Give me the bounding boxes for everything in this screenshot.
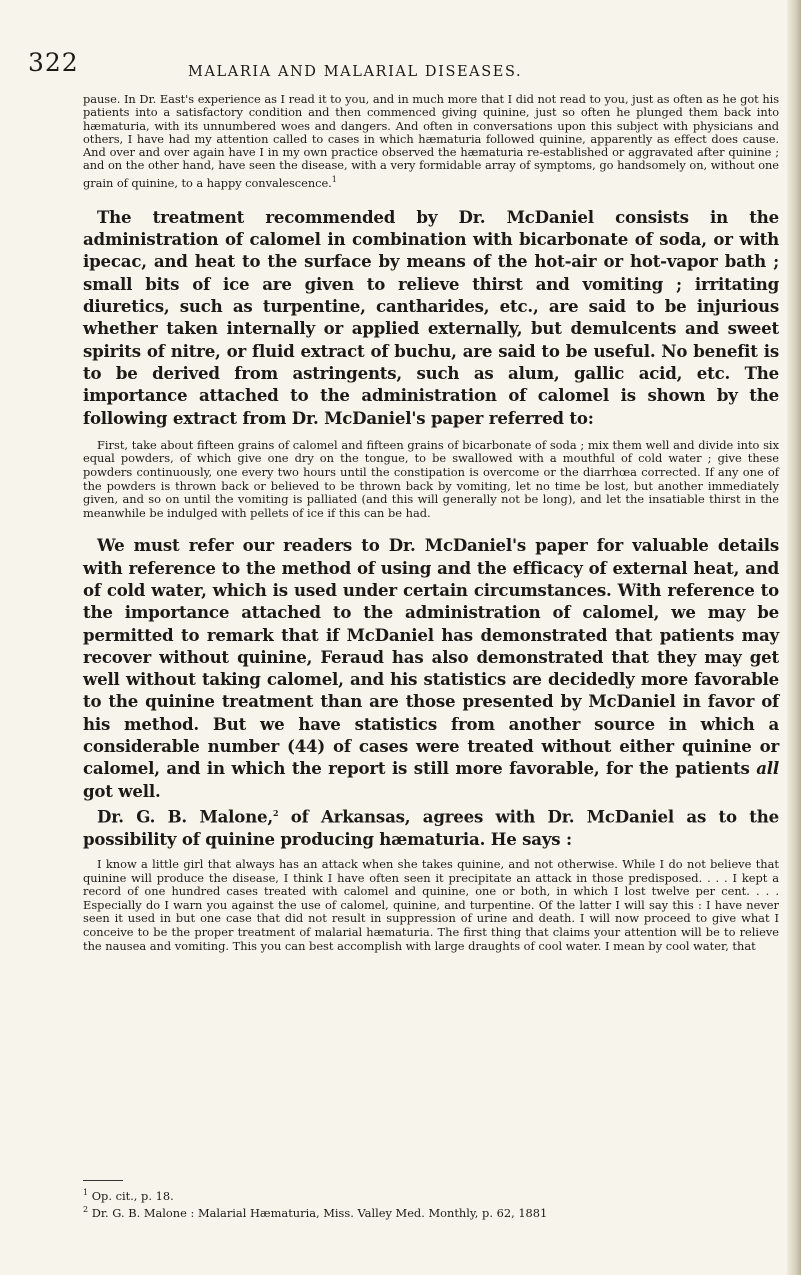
page-number: 322 bbox=[28, 48, 79, 77]
paragraph-1 bbox=[83, 93, 779, 190]
page-binding-edge bbox=[787, 0, 801, 1275]
paragraph-2: The treatment recommended by Dr. McDaniel consists in the administration of calomel in combination with bicarbonate of soda, or with ipecac, and heat to the surface by means of the hot-air or hot-vapor bath ; small bits of ice are given to relieve thirst and vomiting ; irritating diuretics, such as turpentine, cantharides, etc., are said to be injurious whether taken internally or applied externally, but demulcents and sweet spirits of nitre, or fluid extract of buchu, are said to be useful. No benefit is to be derived from astringents, such as alum, gallic acid, etc. The importance attached to the administration of calomel is shown by the following extract from Dr. McDaniel's paper referred to: bbox=[83, 206, 779, 428]
footnotes bbox=[83, 1186, 779, 1221]
body-column bbox=[83, 93, 779, 953]
paragraph-4-end: of Arkansas, agrees with Dr. McDaniel as to the possibility of quinine producing hæmaturia. He says : bbox=[83, 806, 779, 849]
page-header bbox=[28, 48, 588, 84]
footnote-mark-2: 2 bbox=[83, 1205, 89, 1215]
footnote-ref-2: 2 bbox=[272, 807, 279, 818]
extract-quote: First, take about fifteen grains of calomel and fifteen grains of bicarbonate of soda ; mix them well and divide into six equal powders, of which give one dry on the tongue, to be swallowed with a mouthful of cold water ; give these powders continuously, one every two hours until the constipation is overcome or the diarrhœa corrected. If any one of the powders is thrown back or believed to be thrown back by vomiting, let no time be lost, but another immediately given, and so on until the vomiting is palliated (and this will generally not be long), and let the insatiable thirst in the meanwhile be indulged with pellets of ice if this can be had. bbox=[83, 437, 779, 520]
paragraph-4-text: Dr. G. B. Malone, bbox=[97, 806, 273, 827]
paragraph-3-text: We must refer our readers to Dr. McDaniel's paper for valuable details with reference to the method of using and the efficacy of external heat, and of cold water, which is used under certain circumstances. With reference to the importance attached to the administration of calomel, we may be permitted to remark that if McDaniel has demonstrated that patients may recover without quinine, Feraud has also demonstrated that they may get well without taking calomel, and his statistics are decidedly more favorable to the quinine treatment than are those presented by McDaniel in favor of his method. But we have statistics from another source in which a considerable number (44) of cases were treated without either quinine or calomel, and in which the report is still more favorable, for the patients bbox=[83, 535, 779, 779]
malone-quote: I know a little girl that always has an attack when she takes quinine, and not otherwise. While I do not believe that quinine will produce the disease, I think I have often seen it precipitate an attack in those predisposed. . . . I kept a record of one hundred cases treated with calomel and quinine, one or both, in which I lost twelve per cent. . . . Especially do I warn you against the use of calomel, quinine, and turpentine. Of the latter I will say this : I have never seen it used in but one case that did not result in suppression of urine and death. I will now proceed to give what I conceive to be the proper treatment of malarial hæmaturia. The first thing that claims your attention will be to relieve the nausea and vomiting. This you can best accomplish with large draughts of cool water. I mean by cool water, that bbox=[83, 857, 779, 953]
paragraph-1-text: pause. In Dr. East's experience as I read it to you, and in much more that I did not read to you, just as often as he got his patients into a satisfactory condition and then commenced giving quinine, just so often he plunged them back into hæmaturia, with its unnumbered woes and dangers. And often in conversations upon this subject with physicians and others, I have had my attention called to cases in which hæmaturia followed quinine, apparently as effect does cause. And over and over again have I in my own practice observed the hæmaturia re-established or aggravated after quinine ; and on the other hand, have seen the disease, with a very formidable array of symptoms, go handsomely on, without one grain of quinine, to a happy convalescence. bbox=[83, 92, 779, 190]
footnote-2 bbox=[83, 1203, 779, 1220]
paragraph-4 bbox=[83, 802, 779, 850]
paragraph-3-end: got well. bbox=[83, 780, 161, 801]
emphasis-all: all bbox=[756, 758, 780, 779]
footnote-text-2: Dr. G. B. Malone : Malarial Hæmaturia, Miss. Valley Med. Monthly, p. 62, 1881 bbox=[91, 1206, 548, 1221]
running-head: MALARIA AND MALARIAL DISEASES. bbox=[188, 64, 523, 80]
footnote-rule bbox=[83, 1180, 123, 1181]
footnote-ref-1: 1 bbox=[331, 174, 337, 184]
paragraph-3 bbox=[83, 534, 779, 802]
footnote-1 bbox=[83, 1186, 779, 1203]
footnote-mark-1: 1 bbox=[83, 1188, 89, 1197]
footnote-text-1: Op. cit., p. 18. bbox=[91, 1188, 174, 1203]
